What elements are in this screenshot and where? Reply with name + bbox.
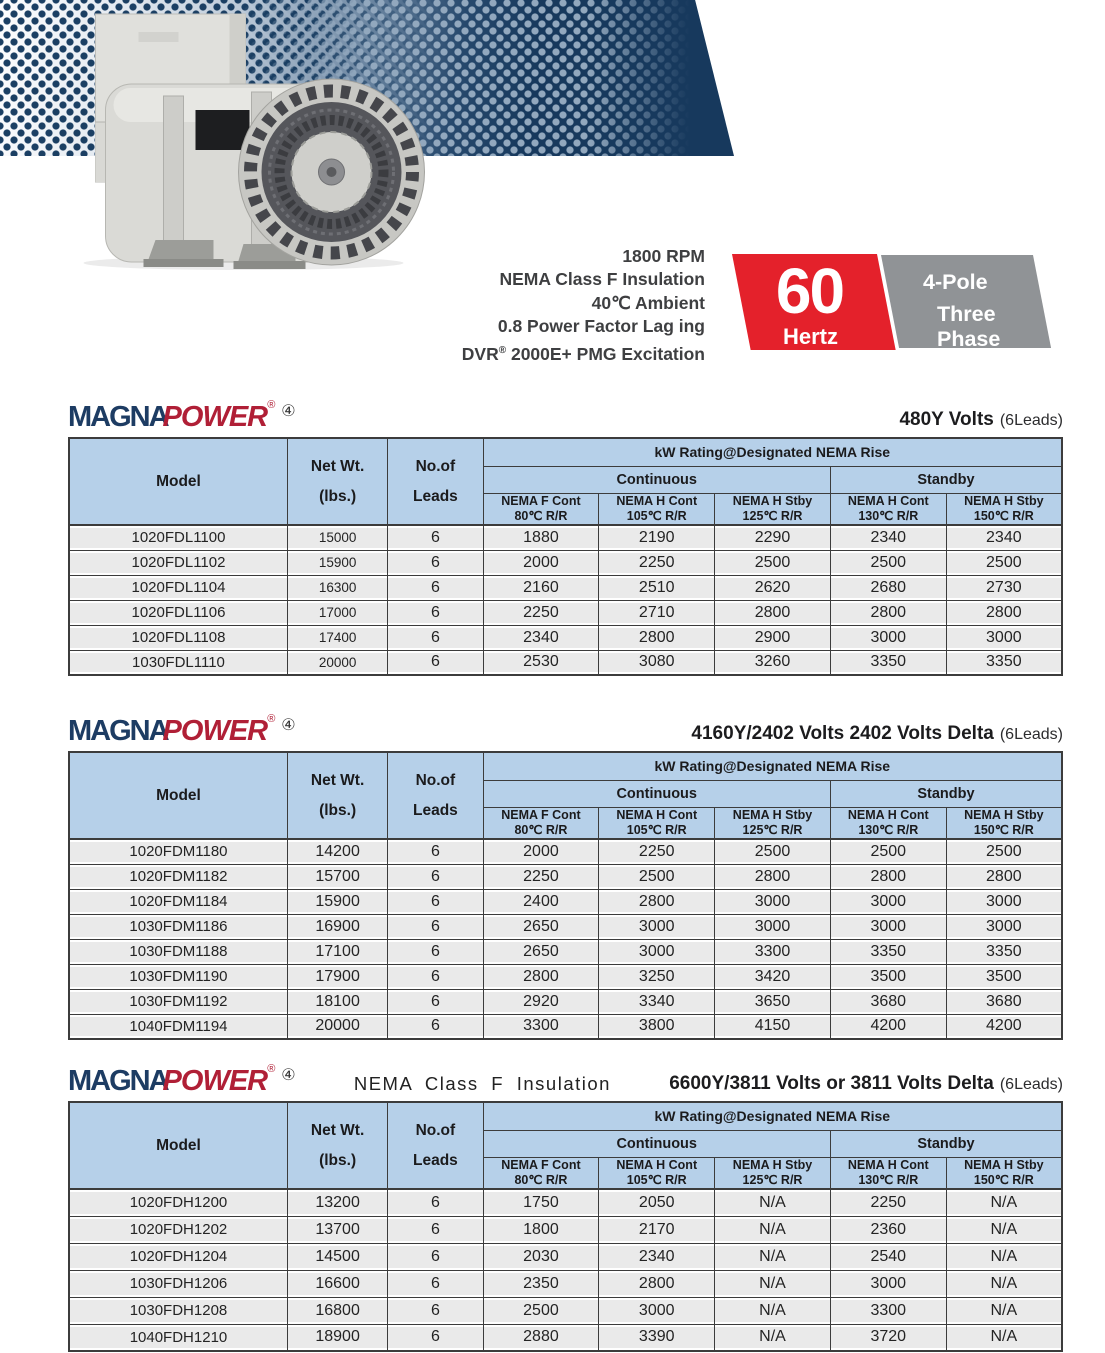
value-cell: 3000 — [830, 914, 946, 939]
table-row — [69, 550, 1062, 575]
value-cell: 2500 — [946, 550, 1062, 575]
section-title: 6600Y/3811 Volts or 3811 Volts Delta (6Leads) — [669, 1073, 1063, 1094]
col-header-nema-f-cont: NEMA F Cont 80℃ R/R — [483, 1157, 599, 1189]
model-cell: 1030FDH1208 — [69, 1297, 287, 1324]
value-cell: 3000 — [946, 625, 1062, 650]
value-cell: 2800 — [715, 864, 831, 889]
table-row — [69, 1243, 1062, 1270]
value-cell: 17400 — [287, 625, 387, 650]
value-cell: 2400 — [483, 889, 599, 914]
value-cell: 3000 — [830, 889, 946, 914]
col-header-model: Model — [69, 438, 287, 525]
value-cell: 2650 — [483, 939, 599, 964]
value-cell: 2340 — [483, 625, 599, 650]
value-cell: 3300 — [483, 1014, 599, 1039]
value-cell: 2170 — [599, 1216, 715, 1243]
table-row — [69, 650, 1062, 675]
value-cell: N/A — [946, 1324, 1062, 1351]
col-header-nema-h-cont-130: NEMA H Cont 130℃ R/R — [830, 493, 946, 525]
value-cell: 3680 — [830, 989, 946, 1014]
model-cell: 1020FDM1184 — [69, 889, 287, 914]
table-row — [69, 964, 1062, 989]
value-cell: 17000 — [287, 600, 387, 625]
value-cell: 2800 — [946, 864, 1062, 889]
model-cell: 1030FDL1110 — [69, 650, 287, 675]
value-cell: 2880 — [483, 1324, 599, 1351]
value-cell: 6 — [388, 964, 483, 989]
col-header-kw-rating: kW Rating@Designated NEMA Rise — [483, 752, 1062, 780]
value-cell: 3000 — [599, 939, 715, 964]
value-cell: 4200 — [946, 1014, 1062, 1039]
table-row — [69, 625, 1062, 650]
table-row — [69, 575, 1062, 600]
value-cell: 3350 — [830, 939, 946, 964]
col-header-continuous: Continuous — [483, 780, 830, 807]
value-cell: 2500 — [599, 864, 715, 889]
value-cell: 2000 — [483, 839, 599, 864]
value-cell: 1800 — [483, 1216, 599, 1243]
value-cell: N/A — [946, 1243, 1062, 1270]
value-cell: N/A — [946, 1189, 1062, 1216]
value-cell: 2510 — [599, 575, 715, 600]
value-cell: 2160 — [483, 575, 599, 600]
value-cell: 2250 — [483, 600, 599, 625]
value-cell: 3300 — [715, 939, 831, 964]
table-row — [69, 889, 1062, 914]
value-cell: 2050 — [599, 1189, 715, 1216]
model-cell: 1020FDM1182 — [69, 864, 287, 889]
model-cell: 1030FDM1190 — [69, 964, 287, 989]
model-cell: 1020FDL1100 — [69, 525, 287, 550]
section-head — [68, 1054, 1063, 1096]
value-cell: 2290 — [715, 525, 831, 550]
value-cell: 3350 — [946, 650, 1062, 675]
value-cell: 16300 — [287, 575, 387, 600]
value-cell: 6 — [388, 914, 483, 939]
value-cell: 16900 — [287, 914, 387, 939]
spec-list — [462, 245, 705, 366]
value-cell: 13700 — [287, 1216, 387, 1243]
spec-tables — [0, 390, 1105, 1352]
value-cell: 2800 — [715, 600, 831, 625]
spec-line: 1800 RPM — [622, 246, 705, 266]
leads-note: (6Leads) — [999, 726, 1063, 743]
pole-label: 4-Pole — [923, 270, 988, 294]
value-cell: 2680 — [830, 575, 946, 600]
model-cell: 1020FDL1108 — [69, 625, 287, 650]
hertz-label: Hertz — [782, 324, 838, 349]
value-cell: 3260 — [715, 650, 831, 675]
value-cell: 2000 — [483, 550, 599, 575]
value-cell: N/A — [715, 1243, 831, 1270]
col-header-continuous: Continuous — [483, 1130, 830, 1157]
col-header-nema-h-stby-125: NEMA H Stby 125℃ R/R — [715, 1157, 831, 1189]
generator-photo — [42, 4, 430, 272]
value-cell: 2540 — [830, 1243, 946, 1270]
leads-note: (6Leads) — [999, 1076, 1063, 1093]
col-header-kw-rating: kW Rating@Designated NEMA Rise — [483, 438, 1062, 466]
value-cell: 2620 — [715, 575, 831, 600]
value-cell: 3800 — [599, 1014, 715, 1039]
col-header-nema-h-cont-130: NEMA H Cont 130℃ R/R — [830, 1157, 946, 1189]
value-cell: 2710 — [599, 600, 715, 625]
section-title: 480Y Volts (6Leads) — [899, 409, 1063, 430]
value-cell: 14200 — [287, 839, 387, 864]
model-cell: 1040FDM1194 — [69, 1014, 287, 1039]
value-cell: 3250 — [599, 964, 715, 989]
value-cell: 1880 — [483, 525, 599, 550]
col-header-standby: Standby — [830, 466, 1062, 493]
value-cell: 2030 — [483, 1243, 599, 1270]
value-cell: 6 — [388, 839, 483, 864]
value-cell: 2250 — [599, 839, 715, 864]
table-row — [69, 1270, 1062, 1297]
col-header-nema-h-stby-150: NEMA H Stby 150℃ R/R — [946, 493, 1062, 525]
footnote-mark: ④ — [281, 1067, 296, 1084]
value-cell: 3000 — [599, 914, 715, 939]
value-cell: N/A — [715, 1270, 831, 1297]
value-cell: 6 — [388, 600, 483, 625]
rating-table-4160y — [68, 751, 1063, 1040]
value-cell: N/A — [715, 1297, 831, 1324]
registered-mark: ® — [267, 713, 276, 725]
value-cell: 2500 — [946, 839, 1062, 864]
col-header-nema-h-stby-125: NEMA H Stby 125℃ R/R — [715, 493, 831, 525]
value-cell: 4200 — [830, 1014, 946, 1039]
table-row — [69, 1216, 1062, 1243]
col-header-kw-rating: kW Rating@Designated NEMA Rise — [483, 1102, 1062, 1130]
col-header-leads: No.of Leads — [388, 438, 483, 525]
spec-line: 40℃ Ambient — [591, 292, 705, 313]
value-cell: 2190 — [599, 525, 715, 550]
col-header-nema-f-cont: NEMA F Cont 80℃ R/R — [483, 493, 599, 525]
value-cell: 6 — [388, 550, 483, 575]
model-cell: 1030FDH1206 — [69, 1270, 287, 1297]
col-header-model: Model — [69, 752, 287, 839]
value-cell: 2730 — [946, 575, 1062, 600]
value-cell: 1750 — [483, 1189, 599, 1216]
col-header-standby: Standby — [830, 1130, 1062, 1157]
value-cell: 15000 — [287, 525, 387, 550]
table-row — [69, 1189, 1062, 1216]
value-cell: 3000 — [830, 625, 946, 650]
value-cell: 2800 — [830, 600, 946, 625]
leads-note: (6Leads) — [999, 412, 1063, 429]
value-cell: 15700 — [287, 864, 387, 889]
col-header-nema-h-stby-150: NEMA H Stby 150℃ R/R — [946, 1157, 1062, 1189]
spec-line: NEMA Class F Insulation — [499, 269, 705, 290]
value-cell: 2250 — [483, 864, 599, 889]
value-cell: 6 — [388, 1014, 483, 1039]
value-cell: 6 — [388, 1189, 483, 1216]
registered-mark: ® — [267, 399, 276, 411]
insulation-note: NEMA Class F Insulation — [353, 1073, 611, 1094]
col-header-leads: No.of Leads — [388, 752, 483, 839]
value-cell: 2800 — [599, 1270, 715, 1297]
value-cell: 6 — [388, 1216, 483, 1243]
value-cell: 6 — [388, 650, 483, 675]
value-cell: 2500 — [483, 1297, 599, 1324]
model-cell: 1040FDH1210 — [69, 1324, 287, 1351]
value-cell: 2800 — [483, 964, 599, 989]
value-cell: N/A — [946, 1216, 1062, 1243]
value-cell: 3000 — [946, 914, 1062, 939]
col-header-standby: Standby — [830, 780, 1062, 807]
col-header-net-wt: Net Wt. (lbs.) — [287, 1102, 387, 1189]
value-cell: 6 — [388, 864, 483, 889]
table-row — [69, 864, 1062, 889]
model-cell: 1020FDL1104 — [69, 575, 287, 600]
col-header-leads: No.of Leads — [388, 1102, 483, 1189]
value-cell: 6 — [388, 889, 483, 914]
value-cell: 3080 — [599, 650, 715, 675]
value-cell: 2340 — [946, 525, 1062, 550]
value-cell: 3500 — [946, 964, 1062, 989]
magnapower-logo: MAGNAPOWER® ④ — [68, 1063, 296, 1097]
banner — [0, 0, 1105, 390]
rating-table-480y — [68, 437, 1063, 676]
value-cell: 3420 — [715, 964, 831, 989]
col-header-model: Model — [69, 1102, 287, 1189]
model-cell: 1020FDH1202 — [69, 1216, 287, 1243]
hertz-value: 60 — [775, 255, 844, 327]
value-cell: N/A — [715, 1324, 831, 1351]
value-cell: 3000 — [599, 1297, 715, 1324]
model-cell: 1030FDM1188 — [69, 939, 287, 964]
model-cell: 1030FDM1192 — [69, 989, 287, 1014]
footnote-mark: ④ — [281, 403, 296, 420]
model-cell: 1030FDM1186 — [69, 914, 287, 939]
value-cell: 2920 — [483, 989, 599, 1014]
col-header-nema-h-cont-105: NEMA H Cont 105℃ R/R — [599, 807, 715, 839]
value-cell: 3340 — [599, 989, 715, 1014]
value-cell: 3000 — [715, 889, 831, 914]
value-cell: N/A — [715, 1216, 831, 1243]
pole-phase-badge — [881, 255, 1033, 351]
table-section-480y — [68, 390, 1063, 676]
model-cell: 1020FDH1204 — [69, 1243, 287, 1270]
col-header-nema-h-cont-130: NEMA H Cont 130℃ R/R — [830, 807, 946, 839]
value-cell: 3680 — [946, 989, 1062, 1014]
value-cell: N/A — [946, 1297, 1062, 1324]
value-cell: 6 — [388, 1324, 483, 1351]
spec-line: 0.8 Power Factor Lag ing — [497, 316, 705, 337]
table-row — [69, 914, 1062, 939]
hertz-badge — [732, 254, 877, 350]
value-cell: 6 — [388, 575, 483, 600]
section-head — [68, 704, 1063, 746]
value-cell: 3000 — [830, 1270, 946, 1297]
value-cell: 3500 — [830, 964, 946, 989]
value-cell: 2900 — [715, 625, 831, 650]
col-header-nema-h-cont-105: NEMA H Cont 105℃ R/R — [599, 1157, 715, 1189]
value-cell: 2340 — [599, 1243, 715, 1270]
value-cell: 15900 — [287, 550, 387, 575]
value-cell: 16800 — [287, 1297, 387, 1324]
phase-label: Three Phase — [937, 302, 1001, 351]
value-cell: 2800 — [599, 889, 715, 914]
model-cell: 1020FDM1180 — [69, 839, 287, 864]
value-cell: 3000 — [946, 889, 1062, 914]
magnapower-logo: MAGNAPOWER® ④ — [68, 399, 296, 433]
model-cell: 1020FDL1102 — [69, 550, 287, 575]
table-section-6600y — [68, 1054, 1063, 1352]
value-cell: 2650 — [483, 914, 599, 939]
value-cell: 2350 — [483, 1270, 599, 1297]
value-cell: 14500 — [287, 1243, 387, 1270]
table-row — [69, 525, 1062, 550]
value-cell: 6 — [388, 1270, 483, 1297]
model-cell: 1020FDL1106 — [69, 600, 287, 625]
table-row — [69, 1014, 1062, 1039]
value-cell: 2360 — [830, 1216, 946, 1243]
value-cell: 6 — [388, 1243, 483, 1270]
table-row — [69, 989, 1062, 1014]
value-cell: 20000 — [287, 650, 387, 675]
value-cell: 2500 — [715, 839, 831, 864]
value-cell: 13200 — [287, 1189, 387, 1216]
value-cell: 18100 — [287, 989, 387, 1014]
value-cell: 2800 — [830, 864, 946, 889]
value-cell: 6 — [388, 939, 483, 964]
footnote-mark: ④ — [281, 717, 296, 734]
value-cell: 4150 — [715, 1014, 831, 1039]
registered-mark: ® — [498, 344, 507, 356]
value-cell: 2250 — [599, 550, 715, 575]
value-cell: 17100 — [287, 939, 387, 964]
model-cell: 1020FDH1200 — [69, 1189, 287, 1216]
value-cell: 2250 — [830, 1189, 946, 1216]
value-cell: 6 — [388, 525, 483, 550]
magnapower-logo: MAGNAPOWER® ④ — [68, 713, 296, 747]
value-cell: 2500 — [830, 839, 946, 864]
spec-line: DVR® 2000E+ PMG Excitation — [461, 343, 705, 364]
table-row — [69, 1297, 1062, 1324]
col-header-net-wt: Net Wt. (lbs.) — [287, 752, 387, 839]
value-cell: 3000 — [715, 914, 831, 939]
section-title: 4160Y/2402 Volts 2402 Volts Delta (6Leads) — [691, 723, 1063, 744]
col-header-nema-h-stby-150: NEMA H Stby 150℃ R/R — [946, 807, 1062, 839]
value-cell: 3350 — [946, 939, 1062, 964]
table-row — [69, 939, 1062, 964]
value-cell: 3720 — [830, 1324, 946, 1351]
value-cell: 3650 — [715, 989, 831, 1014]
value-cell: 6 — [388, 1297, 483, 1324]
value-cell: 18900 — [287, 1324, 387, 1351]
value-cell: 6 — [388, 625, 483, 650]
col-header-nema-f-cont: NEMA F Cont 80℃ R/R — [483, 807, 599, 839]
value-cell: 3350 — [830, 650, 946, 675]
value-cell: 2500 — [715, 550, 831, 575]
value-cell: 2800 — [946, 600, 1062, 625]
col-header-continuous: Continuous — [483, 466, 830, 493]
value-cell: 20000 — [287, 1014, 387, 1039]
value-cell: 3300 — [830, 1297, 946, 1324]
value-cell: 2800 — [599, 625, 715, 650]
col-header-nema-h-stby-125: NEMA H Stby 125℃ R/R — [715, 807, 831, 839]
value-cell: 6 — [388, 989, 483, 1014]
value-cell: 16600 — [287, 1270, 387, 1297]
value-cell: 15900 — [287, 889, 387, 914]
value-cell: 17900 — [287, 964, 387, 989]
rating-table-6600y — [68, 1101, 1063, 1352]
table-row — [69, 600, 1062, 625]
value-cell: N/A — [715, 1189, 831, 1216]
registered-mark: ® — [267, 1063, 276, 1075]
value-cell: 2500 — [830, 550, 946, 575]
value-cell: 2340 — [830, 525, 946, 550]
table-row — [69, 839, 1062, 864]
section-head — [68, 390, 1063, 432]
value-cell: 2530 — [483, 650, 599, 675]
value-cell: 3390 — [599, 1324, 715, 1351]
col-header-net-wt: Net Wt. (lbs.) — [287, 438, 387, 525]
table-section-4160y — [68, 704, 1063, 1040]
value-cell: N/A — [946, 1270, 1062, 1297]
table-row — [69, 1324, 1062, 1351]
col-header-nema-h-cont-105: NEMA H Cont 105℃ R/R — [599, 493, 715, 525]
